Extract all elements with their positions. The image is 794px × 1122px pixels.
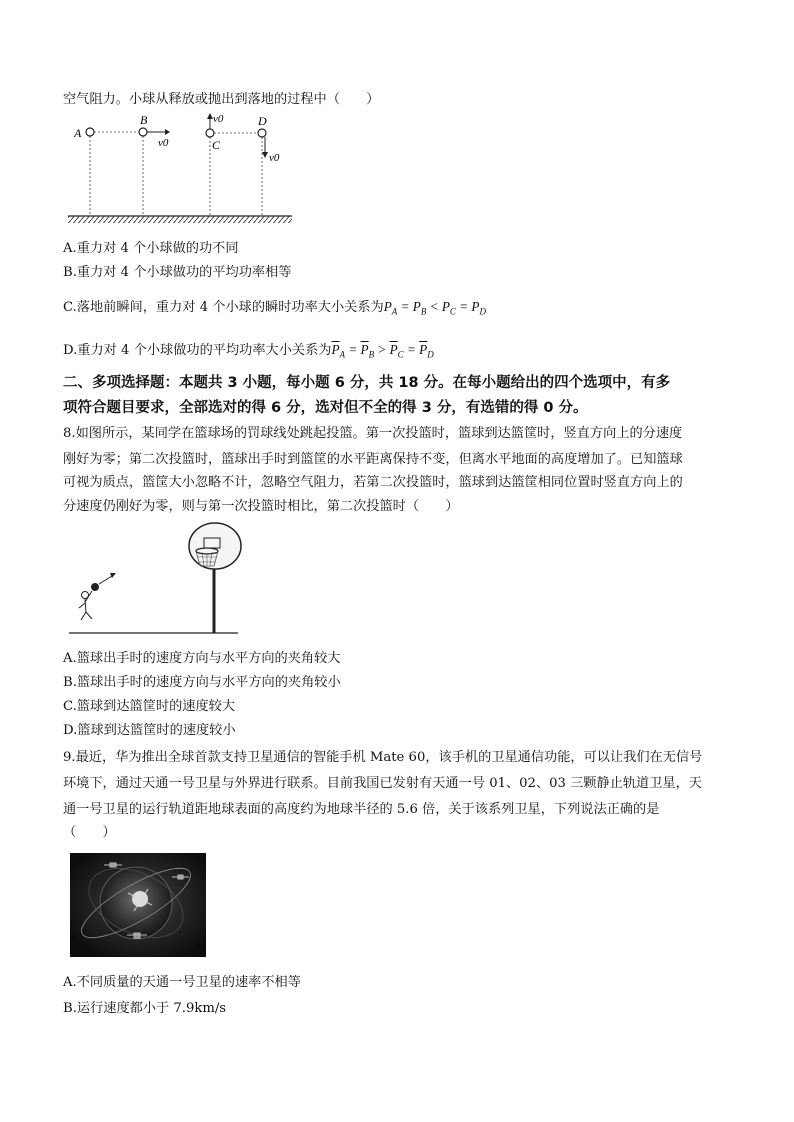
label-b-v0: v0 bbox=[158, 137, 169, 149]
q7-option-d bbox=[63, 341, 434, 364]
q7-stem-tail: 空气阻力。小球从释放或抛出到落地的过程中（ ） bbox=[63, 92, 380, 107]
q8-option-b: B.篮球出手时的速度方向与水平方向的夹角较小 bbox=[63, 675, 341, 690]
q9-stem-line2: 环境下，通过天通一号卫星与外界进行联系。目前我国已发射有天通一号 01、02、03 三颗静止轨道卫星，天 bbox=[63, 776, 702, 791]
q7-option-b: B.重力对 4 个小球做功的平均功率相等 bbox=[63, 265, 292, 280]
label-d-v0: v0 bbox=[269, 152, 280, 164]
label-c: C bbox=[212, 138, 221, 152]
q9-stem-line1: 9.最近，华为推出全球首款支持卫星通信的智能手机 Mate 60，该手机的卫星通信功能，可以让我们在无信号 bbox=[63, 750, 703, 765]
label-a: A bbox=[74, 126, 82, 140]
q9-stem-line4: （ ） bbox=[63, 825, 116, 840]
q9-option-a: A.不同质量的天通一号卫星的速率不相等 bbox=[63, 975, 301, 990]
q8-stem-line4: 分速度仍刚好为零，则与第一次投篮时相比，第二次投篮时（ ） bbox=[63, 499, 459, 514]
q7-option-c-formula: $P_A = P_B < P_C = P_D$ bbox=[383, 299, 486, 317]
q8-figure bbox=[66, 522, 242, 640]
q8-stem-line1: 8.如图所示，某同学在篮球场的罚球线处跳起投篮。第一次投篮时，篮球到达篮筐时，竖直方向上的分速度 bbox=[63, 426, 683, 441]
q7-figure bbox=[66, 112, 296, 227]
q8-stem-line2: 刚好为零；第二次投篮时，篮球出手时到篮筐的水平距离保持不变，但离水平地面的高度增加了。已知篮球 bbox=[63, 452, 683, 467]
label-c-v0: v0 bbox=[213, 113, 224, 125]
section2-heading-line1: 二、多项选择题：本题共 3 小题，每小题 6 分，共 18 分。在每小题给出的四个选项中，有多 bbox=[63, 375, 671, 391]
q7-option-a: A.重力对 4 个小球做的功不同 bbox=[63, 241, 239, 256]
label-d: D bbox=[258, 114, 267, 128]
q7-option-d-formula: $\overline{P}_A = \overline{P}_B > \overline{P}_C = \overline{P}_D$ bbox=[331, 342, 434, 360]
q7-option-c-text: C.落地前瞬间，重力对 4 个小球的瞬时功率大小关系为 bbox=[63, 300, 384, 315]
q8-stem-line3: 可视为质点，篮筐大小忽略不计，忽略空气阻力，若第二次投篮时，篮球到达篮筐相同位置时竖直方向上的 bbox=[63, 475, 683, 490]
q8-option-a: A.篮球出手时的速度方向与水平方向的夹角较大 bbox=[63, 651, 341, 666]
q9-option-b: B.运行速度都小于 7.9km/s bbox=[63, 1001, 227, 1016]
q7-option-d-text: D.重力对 4 个小球做功的平均功率大小关系为 bbox=[63, 343, 332, 358]
q7-option-c bbox=[63, 298, 486, 321]
q9-stem-line3: 通一号卫星的运行轨道距地球表面的高度约为地球半径的 5.6 倍，关于该系列卫星，下列说法正确的是 bbox=[63, 802, 660, 817]
section2-heading-line2: 项符合题目要求，全部选对的得 6 分，选对但不全的得 3 分，有选错的得 0 分。 bbox=[63, 400, 588, 416]
label-b: B bbox=[140, 113, 148, 127]
q8-option-d: D.篮球到达篮筐时的速度较小 bbox=[63, 723, 236, 738]
q8-option-c: C.篮球到达篮筐时的速度较大 bbox=[63, 699, 236, 714]
satellite-photo bbox=[70, 853, 206, 957]
